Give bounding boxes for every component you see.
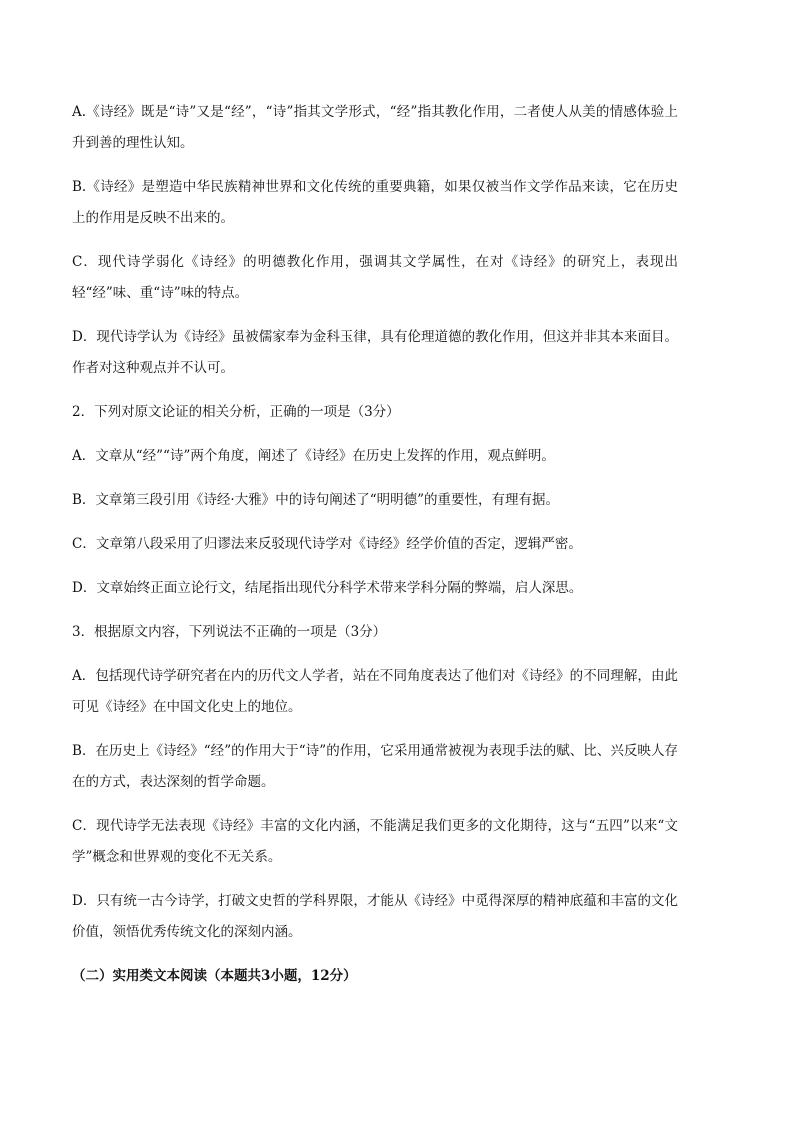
- q1-option-b: B.《诗经》是塑造中华民族精神世界和文化传统的重要典籍，如果仅被当作文学作品来读，它在历史上的作用是反映不出来的。: [72, 179, 678, 226]
- q2-option-a: A．文章从“经”“诗”两个角度，阐述了《诗经》在历史上发挥的作用，观点鲜明。: [72, 448, 555, 464]
- section-heading: （二）实用类文本阅读（本题共3小题，12分）: [72, 968, 357, 984]
- q3-option-d: D．只有统一古今诗学，打破文史哲的学科界限，才能从《诗经》中觅得深厚的精神底蕴和丰富的文化价值，领悟优秀传统文化的深刻内涵。: [72, 893, 678, 940]
- q2-stem: 2．下列对原文论证的相关分析，正确的一项是（3分）: [72, 404, 400, 420]
- q1-option-a: A.《诗经》既是“诗”又是“经”，“诗”指其文学形式，“经”指其教化作用，二者使人从美的情感体验上升到善的理性认知。: [72, 104, 678, 151]
- q2-option-d: D．文章始终正面立论行文，结尾指出现代分科学术带来学科分隔的弊端，启人深思。: [72, 580, 583, 596]
- q3-option-b: B．在历史上《诗经》“经”的作用大于“诗”的作用，它采用通常被视为表现手法的赋、比、兴反映人存在的方式，表达深刻的哲学命题。: [72, 743, 678, 790]
- q1-option-d: D．现代诗学认为《诗经》虽被儒家奉为金科玉律，具有伦理道德的教化作用，但这并非其本来面目。作者对这种观点并不认可。: [72, 329, 678, 376]
- q1-option-c: C．现代诗学弱化《诗经》的明德教化作用，强调其文学属性，在对《诗经》的研究上，表现出轻“经”味、重“诗”味的特点。: [72, 254, 678, 301]
- q2-option-c: C．文章第八段采用了归谬法来反驳现代诗学对《诗经》经学价值的否定，逻辑严密。: [72, 536, 582, 552]
- q3-option-c: C．现代诗学无法表现《诗经》丰富的文化内涵，不能满足我们更多的文化期待，这与“五四”以来“文学”概念和世界观的变化不无关系。: [72, 818, 678, 865]
- q3-option-a: A．包括现代诗学研究者在内的历代文人学者，站在不同角度表达了他们对《诗经》的不同理解，由此可见《诗经》在中国文化史上的地位。: [72, 668, 678, 715]
- q2-option-b: B．文章第三段引用《诗经·大雅》中的诗句阐述了“明明德”的重要性，有理有据。: [72, 492, 560, 508]
- q3-stem: 3．根据原文内容，下列说法不正确的一项是（3分）: [72, 624, 387, 640]
- document-page: [72, 97, 678, 1006]
